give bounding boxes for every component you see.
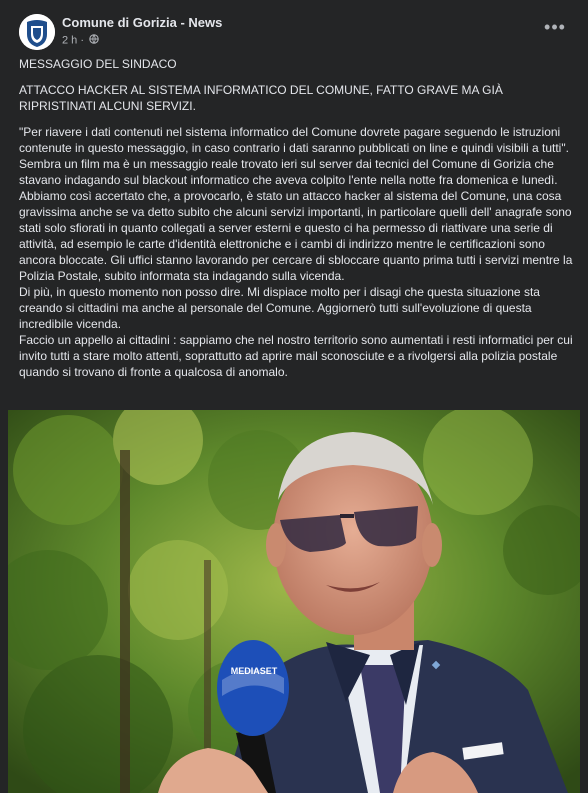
city-crest-icon xyxy=(19,14,55,50)
post-meta xyxy=(62,34,99,47)
meta-separator: · xyxy=(80,34,85,47)
globe-icon xyxy=(89,34,99,47)
post-text xyxy=(19,56,575,380)
more-options-icon[interactable]: ••• xyxy=(544,17,566,37)
page-name[interactable]: Comune di Gorizia - News xyxy=(62,15,223,30)
post-paragraph-headline: ATTACCO HACKER AL SISTEMA INFORMATICO DEL COMUNE, FATTO GRAVE MA GIÀ RIPRISTINATI ALCUNI SERVIZI. xyxy=(19,83,503,113)
post-paragraph-title: MESSAGGIO DEL SINDACO xyxy=(19,57,177,71)
microphone-logo-text: MEDIASET xyxy=(230,666,278,676)
post-paragraph-body: Abbiamo così accertato che, a provocarlo, è stato un attacco hacker al sistema del Comune, una cosa gravissima anche se va detto subito che alcuni servizi importanti, in particolare quelli dell' anagrafe sono stati solo sfiorati in quanto collegati a server esterni e questo ci ha permesso di riattivare una serie di attività, ad esempio le carte d'identità elettroniche e i cambi di indirizzo mentre le certificazioni sono ancora bloccate. Gli uffici stanno lavorando per cercare di sbloccare quanto prima tutti i servizi mentre la Polizia Postale, subito informata sta indagando sulla vicenda. xyxy=(19,189,573,283)
post-paragraph-body: Di più, in questo momento non posso dire. Mi dispiace molto per i disagi che questa situazione sta creando si cittadini ma anche al personale del Comune. Aggiornerò tutti sull'evoluzione di questa incredibile vicenda. xyxy=(19,285,540,331)
page-avatar[interactable] xyxy=(19,14,55,50)
post-photo[interactable] xyxy=(8,410,580,793)
post-timestamp[interactable]: 2 h xyxy=(62,34,78,47)
post-paragraph-appeal: Faccio un appello ai cittadini : sappiamo che nel nostro territorio sono aumentati i resti informatici per cui invito tutti a stare molto attenti, soprattutto ad aprire mail sconosciute e a rivolgersi alla polizia postale quando si trovano di fronte a qualcosa di anomalo. xyxy=(19,333,573,379)
post-paragraph-quote: "Per riavere i dati contenuti nel sistema informatico del Comune dovrete pagare seguendo le istruzioni contenute in questo messaggio, in caso contrario i dati saranno pubblicati on line e quindi visibili a tutti". Sembra un film ma è un messaggio reale trovato ieri sul server dai tecnici del Comune di Gorizia che stavano indagando sul blackout informatico che aveva colpito l'ente nella notte fra domenica e lunedì. xyxy=(19,125,569,187)
post-header xyxy=(19,14,569,54)
